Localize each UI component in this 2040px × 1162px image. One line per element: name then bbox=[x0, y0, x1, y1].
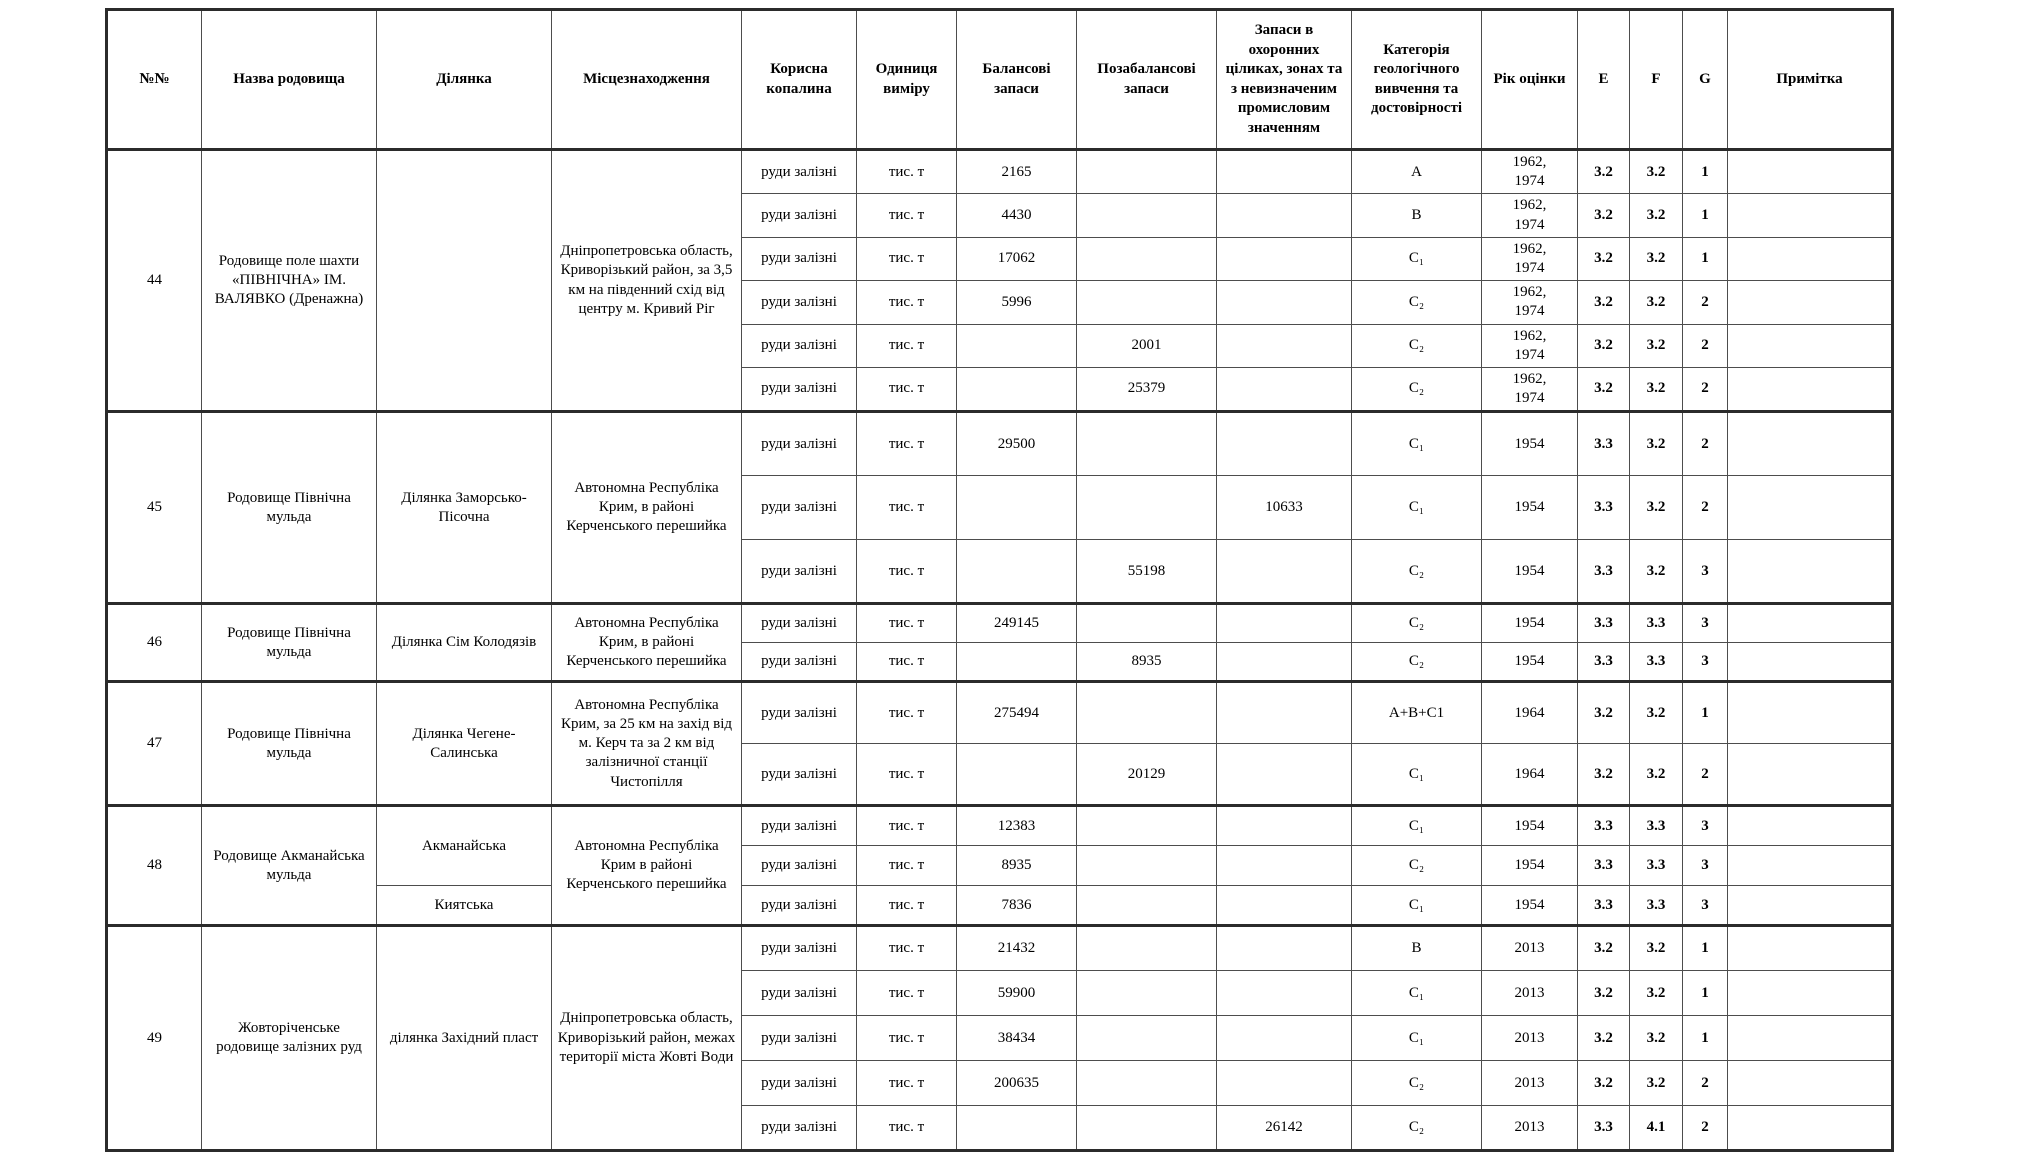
cell-g: 2 bbox=[1683, 367, 1728, 411]
cell-category: С₁ bbox=[1352, 476, 1482, 540]
deposits-table bbox=[105, 8, 1894, 1152]
cell-plot: Ділянка Сім Колодязів bbox=[377, 604, 552, 682]
cell-e: 3.3 bbox=[1578, 476, 1630, 540]
cell-balance-reserves bbox=[957, 540, 1077, 604]
cell-f: 3.3 bbox=[1630, 886, 1683, 926]
cell-balance-reserves bbox=[957, 367, 1077, 411]
column-header: F bbox=[1630, 10, 1683, 150]
cell-unit: тис. т bbox=[857, 1061, 957, 1106]
cell-plot: ділянка Західний пласт bbox=[377, 926, 552, 1151]
cell-balance-reserves bbox=[957, 744, 1077, 806]
cell-note bbox=[1728, 1106, 1893, 1151]
cell-f: 3.2 bbox=[1630, 540, 1683, 604]
cell-deposit-name: Родовище Акманайська мульда bbox=[202, 806, 377, 926]
cell-note bbox=[1728, 150, 1893, 194]
cell-protected-reserves bbox=[1217, 886, 1352, 926]
cell-f: 3.2 bbox=[1630, 1016, 1683, 1061]
cell-mineral: руди залізні bbox=[742, 926, 857, 971]
cell-f: 3.3 bbox=[1630, 806, 1683, 846]
column-header: Балансові запаси bbox=[957, 10, 1077, 150]
cell-offbalance-reserves: 55198 bbox=[1077, 540, 1217, 604]
cell-year: 1954 bbox=[1482, 604, 1578, 643]
cell-location: Автономна Республіка Крим, в районі Керченського перешийка bbox=[552, 604, 742, 682]
cell-mineral: руди залізні bbox=[742, 324, 857, 367]
column-header: Одиниця виміру bbox=[857, 10, 957, 150]
table-row bbox=[107, 604, 1893, 643]
cell-unit: тис. т bbox=[857, 412, 957, 476]
cell-note bbox=[1728, 281, 1893, 324]
cell-g: 1 bbox=[1683, 1016, 1728, 1061]
cell-mineral: руди залізні bbox=[742, 150, 857, 194]
cell-year: 2013 bbox=[1482, 1061, 1578, 1106]
cell-offbalance-reserves bbox=[1077, 1016, 1217, 1061]
cell-category: С₁ bbox=[1352, 1016, 1482, 1061]
cell-note bbox=[1728, 926, 1893, 971]
cell-f: 3.2 bbox=[1630, 744, 1683, 806]
cell-year: 1962, 1974 bbox=[1482, 367, 1578, 411]
cell-e: 3.2 bbox=[1578, 744, 1630, 806]
cell-plot bbox=[377, 150, 552, 412]
cell-e: 3.2 bbox=[1578, 367, 1630, 411]
cell-unit: тис. т bbox=[857, 643, 957, 682]
cell-note bbox=[1728, 846, 1893, 886]
cell-note bbox=[1728, 324, 1893, 367]
cell-note bbox=[1728, 682, 1893, 744]
cell-location: Автономна Республіка Крим, за 25 км на захід від м. Керч та за 2 км від залізничної станції Чистопілля bbox=[552, 682, 742, 806]
cell-offbalance-reserves: 25379 bbox=[1077, 367, 1217, 411]
cell-plot: Акманайська bbox=[377, 806, 552, 886]
cell-location: Дніпропетровська область, Криворізький район, межах території міста Жовті Води bbox=[552, 926, 742, 1151]
cell-category: С₂ bbox=[1352, 324, 1482, 367]
cell-e: 3.2 bbox=[1578, 324, 1630, 367]
cell-offbalance-reserves bbox=[1077, 476, 1217, 540]
cell-g: 2 bbox=[1683, 281, 1728, 324]
cell-f: 3.2 bbox=[1630, 324, 1683, 367]
cell-e: 3.2 bbox=[1578, 1016, 1630, 1061]
cell-protected-reserves bbox=[1217, 643, 1352, 682]
cell-no: 48 bbox=[107, 806, 202, 926]
cell-deposit-name: Родовище поле шахти «ПІВНІЧНА» ІМ. ВАЛЯВКО (Дренажна) bbox=[202, 150, 377, 412]
cell-g: 3 bbox=[1683, 846, 1728, 886]
table-row bbox=[107, 682, 1893, 744]
table-row bbox=[107, 412, 1893, 476]
cell-e: 3.2 bbox=[1578, 926, 1630, 971]
column-header: E bbox=[1578, 10, 1630, 150]
cell-note bbox=[1728, 412, 1893, 476]
cell-e: 3.2 bbox=[1578, 194, 1630, 237]
cell-e: 3.2 bbox=[1578, 150, 1630, 194]
cell-e: 3.2 bbox=[1578, 281, 1630, 324]
cell-balance-reserves: 59900 bbox=[957, 971, 1077, 1016]
cell-year: 1954 bbox=[1482, 412, 1578, 476]
cell-category: С₂ bbox=[1352, 643, 1482, 682]
column-header: Рік оцінки bbox=[1482, 10, 1578, 150]
cell-mineral: руди залізні bbox=[742, 744, 857, 806]
cell-location: Автономна Республіка Крим, в районі Керченського перешийка bbox=[552, 412, 742, 604]
column-header: Корисна копалина bbox=[742, 10, 857, 150]
cell-balance-reserves: 38434 bbox=[957, 1016, 1077, 1061]
cell-note bbox=[1728, 476, 1893, 540]
cell-mineral: руди залізні bbox=[742, 1016, 857, 1061]
cell-note bbox=[1728, 643, 1893, 682]
cell-no: 49 bbox=[107, 926, 202, 1151]
cell-g: 2 bbox=[1683, 412, 1728, 476]
cell-deposit-name: Родовище Північна мульда bbox=[202, 412, 377, 604]
cell-offbalance-reserves bbox=[1077, 412, 1217, 476]
cell-balance-reserves: 200635 bbox=[957, 1061, 1077, 1106]
cell-deposit-name: Родовище Північна мульда bbox=[202, 682, 377, 806]
cell-balance-reserves: 7836 bbox=[957, 886, 1077, 926]
table-row bbox=[107, 150, 1893, 194]
cell-f: 3.3 bbox=[1630, 846, 1683, 886]
column-header: G bbox=[1683, 10, 1728, 150]
cell-year: 1954 bbox=[1482, 806, 1578, 846]
cell-year: 1962, 1974 bbox=[1482, 281, 1578, 324]
cell-offbalance-reserves bbox=[1077, 846, 1217, 886]
cell-offbalance-reserves bbox=[1077, 604, 1217, 643]
cell-g: 1 bbox=[1683, 926, 1728, 971]
cell-note bbox=[1728, 540, 1893, 604]
cell-note bbox=[1728, 971, 1893, 1016]
cell-year: 1964 bbox=[1482, 744, 1578, 806]
cell-offbalance-reserves: 20129 bbox=[1077, 744, 1217, 806]
cell-note bbox=[1728, 237, 1893, 280]
cell-category: С₁ bbox=[1352, 412, 1482, 476]
cell-location: Дніпропетровська область, Криворізький район, за 3,5 км на південний схід від центру м. Кривий Ріг bbox=[552, 150, 742, 412]
cell-mineral: руди залізні bbox=[742, 846, 857, 886]
table-body bbox=[107, 150, 1893, 1151]
cell-f: 3.2 bbox=[1630, 237, 1683, 280]
cell-offbalance-reserves bbox=[1077, 806, 1217, 846]
table-header-row bbox=[107, 10, 1893, 150]
cell-f: 4.1 bbox=[1630, 1106, 1683, 1151]
cell-g: 3 bbox=[1683, 540, 1728, 604]
cell-protected-reserves bbox=[1217, 367, 1352, 411]
column-header: Позабалансові запаси bbox=[1077, 10, 1217, 150]
cell-protected-reserves bbox=[1217, 1016, 1352, 1061]
cell-e: 3.2 bbox=[1578, 682, 1630, 744]
cell-f: 3.3 bbox=[1630, 604, 1683, 643]
cell-f: 3.2 bbox=[1630, 194, 1683, 237]
cell-category: С₂ bbox=[1352, 540, 1482, 604]
cell-protected-reserves bbox=[1217, 682, 1352, 744]
cell-unit: тис. т bbox=[857, 682, 957, 744]
cell-offbalance-reserves bbox=[1077, 194, 1217, 237]
column-header: №№ bbox=[107, 10, 202, 150]
cell-year: 1962, 1974 bbox=[1482, 194, 1578, 237]
cell-unit: тис. т bbox=[857, 1016, 957, 1061]
cell-balance-reserves: 249145 bbox=[957, 604, 1077, 643]
cell-year: 1964 bbox=[1482, 682, 1578, 744]
cell-category: В bbox=[1352, 926, 1482, 971]
column-header: Категорія геологічного вивчення та достовірності bbox=[1352, 10, 1482, 150]
cell-g: 1 bbox=[1683, 971, 1728, 1016]
cell-balance-reserves: 29500 bbox=[957, 412, 1077, 476]
cell-year: 1954 bbox=[1482, 540, 1578, 604]
cell-offbalance-reserves bbox=[1077, 926, 1217, 971]
cell-protected-reserves: 10633 bbox=[1217, 476, 1352, 540]
cell-category: С₂ bbox=[1352, 1106, 1482, 1151]
cell-protected-reserves bbox=[1217, 926, 1352, 971]
cell-unit: тис. т bbox=[857, 540, 957, 604]
cell-protected-reserves bbox=[1217, 604, 1352, 643]
cell-mineral: руди залізні bbox=[742, 1061, 857, 1106]
cell-deposit-name: Жовторіченське родовище залізних руд bbox=[202, 926, 377, 1151]
cell-category: С₁ bbox=[1352, 237, 1482, 280]
cell-protected-reserves bbox=[1217, 237, 1352, 280]
cell-balance-reserves: 275494 bbox=[957, 682, 1077, 744]
cell-offbalance-reserves: 8935 bbox=[1077, 643, 1217, 682]
cell-year: 1954 bbox=[1482, 643, 1578, 682]
cell-balance-reserves: 8935 bbox=[957, 846, 1077, 886]
column-header: Примітка bbox=[1728, 10, 1893, 150]
cell-protected-reserves bbox=[1217, 194, 1352, 237]
cell-protected-reserves bbox=[1217, 540, 1352, 604]
cell-offbalance-reserves bbox=[1077, 281, 1217, 324]
cell-year: 1962, 1974 bbox=[1482, 150, 1578, 194]
cell-offbalance-reserves: 2001 bbox=[1077, 324, 1217, 367]
cell-category: С₁ bbox=[1352, 971, 1482, 1016]
cell-g: 1 bbox=[1683, 150, 1728, 194]
cell-g: 1 bbox=[1683, 682, 1728, 744]
cell-year: 1954 bbox=[1482, 886, 1578, 926]
cell-year: 1962, 1974 bbox=[1482, 237, 1578, 280]
cell-no: 44 bbox=[107, 150, 202, 412]
table-row bbox=[107, 926, 1893, 971]
cell-offbalance-reserves bbox=[1077, 1061, 1217, 1106]
cell-category: С₂ bbox=[1352, 281, 1482, 324]
cell-mineral: руди залізні bbox=[742, 1106, 857, 1151]
cell-year: 1954 bbox=[1482, 846, 1578, 886]
cell-unit: тис. т bbox=[857, 367, 957, 411]
cell-deposit-name: Родовище Північна мульда bbox=[202, 604, 377, 682]
cell-balance-reserves: 21432 bbox=[957, 926, 1077, 971]
cell-e: 3.2 bbox=[1578, 1061, 1630, 1106]
cell-g: 2 bbox=[1683, 744, 1728, 806]
cell-no: 46 bbox=[107, 604, 202, 682]
cell-unit: тис. т bbox=[857, 1106, 957, 1151]
cell-mineral: руди залізні bbox=[742, 971, 857, 1016]
cell-mineral: руди залізні bbox=[742, 412, 857, 476]
cell-offbalance-reserves bbox=[1077, 1106, 1217, 1151]
cell-category: С₂ bbox=[1352, 1061, 1482, 1106]
cell-unit: тис. т bbox=[857, 324, 957, 367]
cell-protected-reserves bbox=[1217, 412, 1352, 476]
cell-note bbox=[1728, 1061, 1893, 1106]
cell-g: 2 bbox=[1683, 1061, 1728, 1106]
cell-balance-reserves: 12383 bbox=[957, 806, 1077, 846]
cell-plot: Ділянка Заморсько-Пісочна bbox=[377, 412, 552, 604]
cell-note bbox=[1728, 1016, 1893, 1061]
cell-offbalance-reserves bbox=[1077, 237, 1217, 280]
cell-balance-reserves: 4430 bbox=[957, 194, 1077, 237]
cell-balance-reserves bbox=[957, 1106, 1077, 1151]
cell-year: 2013 bbox=[1482, 971, 1578, 1016]
cell-protected-reserves: 26142 bbox=[1217, 1106, 1352, 1151]
cell-offbalance-reserves bbox=[1077, 682, 1217, 744]
cell-protected-reserves bbox=[1217, 846, 1352, 886]
cell-offbalance-reserves bbox=[1077, 150, 1217, 194]
cell-category: В bbox=[1352, 194, 1482, 237]
cell-unit: тис. т bbox=[857, 194, 957, 237]
cell-note bbox=[1728, 744, 1893, 806]
cell-plot: Киятська bbox=[377, 886, 552, 926]
cell-mineral: руди залізні bbox=[742, 476, 857, 540]
cell-unit: тис. т bbox=[857, 846, 957, 886]
cell-protected-reserves bbox=[1217, 281, 1352, 324]
cell-f: 3.2 bbox=[1630, 367, 1683, 411]
cell-unit: тис. т bbox=[857, 150, 957, 194]
cell-f: 3.2 bbox=[1630, 926, 1683, 971]
cell-g: 3 bbox=[1683, 806, 1728, 846]
cell-year: 1954 bbox=[1482, 476, 1578, 540]
cell-category: С₁ bbox=[1352, 744, 1482, 806]
cell-f: 3.3 bbox=[1630, 643, 1683, 682]
table-header bbox=[107, 10, 1893, 150]
cell-note bbox=[1728, 886, 1893, 926]
cell-category: С₁ bbox=[1352, 806, 1482, 846]
cell-mineral: руди залізні bbox=[742, 540, 857, 604]
cell-unit: тис. т bbox=[857, 886, 957, 926]
cell-location: Автономна Республіка Крим в районі Керченського перешийка bbox=[552, 806, 742, 926]
cell-f: 3.2 bbox=[1630, 971, 1683, 1016]
cell-f: 3.2 bbox=[1630, 682, 1683, 744]
cell-protected-reserves bbox=[1217, 324, 1352, 367]
cell-protected-reserves bbox=[1217, 1061, 1352, 1106]
cell-mineral: руди залізні bbox=[742, 682, 857, 744]
column-header: Запаси в охоронних ціликах, зонах та з невизначеним промисловим значенням bbox=[1217, 10, 1352, 150]
cell-e: 3.3 bbox=[1578, 412, 1630, 476]
cell-e: 3.3 bbox=[1578, 806, 1630, 846]
cell-balance-reserves: 2165 bbox=[957, 150, 1077, 194]
cell-protected-reserves bbox=[1217, 806, 1352, 846]
cell-no: 45 bbox=[107, 412, 202, 604]
cell-mineral: руди залізні bbox=[742, 643, 857, 682]
cell-mineral: руди залізні bbox=[742, 237, 857, 280]
cell-mineral: руди залізні bbox=[742, 806, 857, 846]
cell-category: С₂ bbox=[1352, 367, 1482, 411]
cell-g: 2 bbox=[1683, 476, 1728, 540]
cell-balance-reserves: 17062 bbox=[957, 237, 1077, 280]
cell-e: 3.3 bbox=[1578, 886, 1630, 926]
cell-g: 2 bbox=[1683, 324, 1728, 367]
cell-balance-reserves bbox=[957, 324, 1077, 367]
cell-balance-reserves: 5996 bbox=[957, 281, 1077, 324]
cell-category: А bbox=[1352, 150, 1482, 194]
cell-f: 3.2 bbox=[1630, 150, 1683, 194]
cell-unit: тис. т bbox=[857, 744, 957, 806]
cell-mineral: руди залізні bbox=[742, 367, 857, 411]
cell-e: 3.3 bbox=[1578, 643, 1630, 682]
cell-note bbox=[1728, 194, 1893, 237]
cell-year: 2013 bbox=[1482, 1106, 1578, 1151]
cell-balance-reserves bbox=[957, 643, 1077, 682]
column-header: Ділянка bbox=[377, 10, 552, 150]
cell-category: С₂ bbox=[1352, 846, 1482, 886]
cell-e: 3.3 bbox=[1578, 604, 1630, 643]
cell-g: 2 bbox=[1683, 1106, 1728, 1151]
cell-note bbox=[1728, 367, 1893, 411]
cell-e: 3.2 bbox=[1578, 971, 1630, 1016]
cell-mineral: руди залізні bbox=[742, 281, 857, 324]
cell-year: 2013 bbox=[1482, 1016, 1578, 1061]
cell-unit: тис. т bbox=[857, 237, 957, 280]
cell-note bbox=[1728, 604, 1893, 643]
cell-offbalance-reserves bbox=[1077, 971, 1217, 1016]
cell-protected-reserves bbox=[1217, 971, 1352, 1016]
cell-mineral: руди залізні bbox=[742, 604, 857, 643]
cell-f: 3.2 bbox=[1630, 1061, 1683, 1106]
cell-mineral: руди залізні bbox=[742, 886, 857, 926]
column-header: Назва родовища bbox=[202, 10, 377, 150]
cell-protected-reserves bbox=[1217, 744, 1352, 806]
cell-e: 3.2 bbox=[1578, 237, 1630, 280]
cell-unit: тис. т bbox=[857, 806, 957, 846]
cell-f: 3.2 bbox=[1630, 412, 1683, 476]
cell-unit: тис. т bbox=[857, 604, 957, 643]
cell-e: 3.3 bbox=[1578, 846, 1630, 886]
cell-g: 3 bbox=[1683, 643, 1728, 682]
table-row bbox=[107, 806, 1893, 846]
cell-g: 1 bbox=[1683, 194, 1728, 237]
document-page bbox=[105, 8, 1894, 1152]
cell-mineral: руди залізні bbox=[742, 194, 857, 237]
cell-unit: тис. т bbox=[857, 281, 957, 324]
cell-balance-reserves bbox=[957, 476, 1077, 540]
cell-g: 3 bbox=[1683, 604, 1728, 643]
cell-unit: тис. т bbox=[857, 926, 957, 971]
cell-g: 1 bbox=[1683, 237, 1728, 280]
cell-no: 47 bbox=[107, 682, 202, 806]
cell-plot: Ділянка Чегене-Салинська bbox=[377, 682, 552, 806]
cell-e: 3.3 bbox=[1578, 1106, 1630, 1151]
cell-category: С₁ bbox=[1352, 886, 1482, 926]
column-header: Місцезнаходження bbox=[552, 10, 742, 150]
cell-protected-reserves bbox=[1217, 150, 1352, 194]
cell-category: А+В+С1 bbox=[1352, 682, 1482, 744]
cell-note bbox=[1728, 806, 1893, 846]
cell-category: С₂ bbox=[1352, 604, 1482, 643]
cell-unit: тис. т bbox=[857, 476, 957, 540]
cell-f: 3.2 bbox=[1630, 281, 1683, 324]
cell-year: 1962, 1974 bbox=[1482, 324, 1578, 367]
cell-g: 3 bbox=[1683, 886, 1728, 926]
cell-e: 3.3 bbox=[1578, 540, 1630, 604]
cell-f: 3.2 bbox=[1630, 476, 1683, 540]
cell-unit: тис. т bbox=[857, 971, 957, 1016]
cell-offbalance-reserves bbox=[1077, 886, 1217, 926]
cell-year: 2013 bbox=[1482, 926, 1578, 971]
